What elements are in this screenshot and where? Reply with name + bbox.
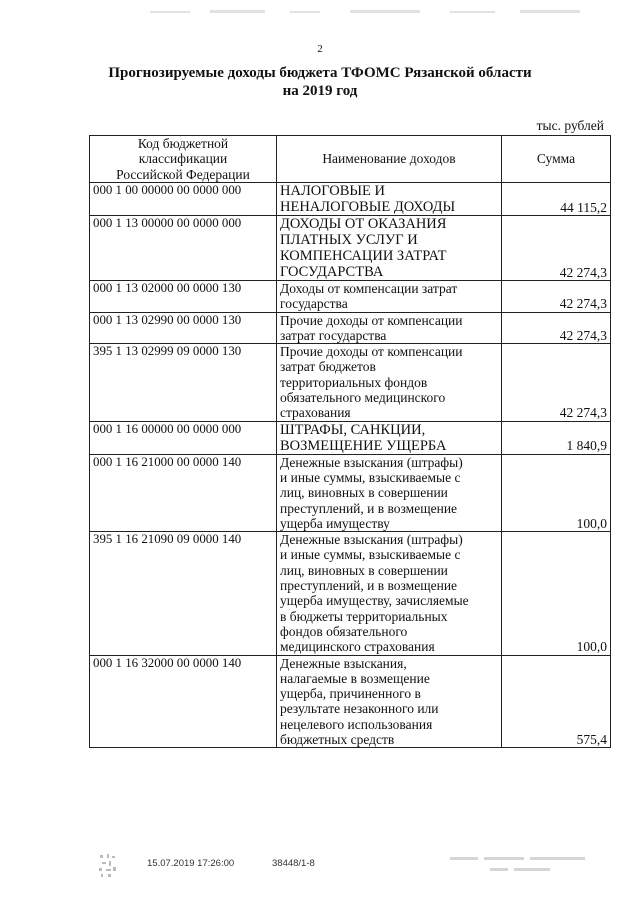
row-name-line: НЕНАЛОГОВЫЕ ДОХОДЫ — [280, 199, 456, 215]
row-name — [277, 532, 502, 655]
row-name-line: ШТРАФЫ, САНКЦИИ, — [280, 421, 426, 438]
code-header-line: Код бюджетной — [137, 136, 229, 151]
row-code: 000 1 13 02990 00 0000 130 — [90, 312, 277, 344]
row-name-line: НАЛОГОВЫЕ И — [280, 183, 386, 199]
row-name-line: затрат государства — [280, 327, 387, 343]
table-row — [90, 281, 611, 313]
row-name-line: ГОСУДАРСТВА — [280, 264, 384, 280]
table-header-row — [90, 136, 611, 183]
row-name-line: страхования — [280, 405, 351, 421]
row-name-line: преступлений, и в возмещение — [280, 500, 458, 516]
row-name-line: ПЛАТНЫХ УСЛУГ И — [280, 232, 418, 248]
row-name-line: ВОЗМЕЩЕНИЕ УЩЕРБА — [280, 437, 447, 454]
row-code: 000 1 16 32000 00 0000 140 — [90, 655, 277, 748]
row-name — [277, 183, 502, 216]
code-header-line: классификации — [138, 151, 228, 167]
row-amount: 575,4 — [502, 655, 611, 748]
row-name-line: нецелевого использования — [280, 716, 433, 732]
row-name-line: Прочие доходы от компенсации — [280, 312, 463, 328]
table-row — [90, 344, 611, 421]
document-title — [0, 64, 640, 100]
row-code: 000 1 00 00000 00 0000 000 — [90, 183, 277, 216]
row-name-line: лиц, виновных в совершении — [280, 485, 448, 501]
row-amount: 42 274,3 — [502, 216, 611, 281]
row-name-line: результате незаконного или — [280, 701, 439, 717]
row-code: 395 1 13 02999 09 0000 130 — [90, 344, 277, 421]
row-name-line: фондов обязательного — [280, 623, 408, 639]
qr-stamp-icon — [98, 853, 118, 879]
row-name-line: Прочие доходы от компенсации — [280, 344, 463, 360]
row-amount: 100,0 — [502, 532, 611, 655]
row-name — [277, 344, 502, 421]
footer-doc-number: 38448/1-8 — [272, 858, 315, 869]
row-name — [277, 655, 502, 748]
title-line-2: на 2019 год — [282, 83, 358, 99]
row-amount: 42 274,3 — [502, 281, 611, 313]
table-row — [90, 421, 611, 454]
row-name-line: бюджетных средств — [280, 732, 395, 748]
row-name-line: в бюджеты территориальных — [280, 608, 448, 624]
row-amount: 42 274,3 — [502, 312, 611, 344]
row-code: 395 1 16 21090 09 0000 140 — [90, 532, 277, 655]
table-body — [90, 183, 611, 748]
row-name-line: преступлений, и в возмещение — [280, 578, 458, 594]
table-row — [90, 216, 611, 281]
table-row — [90, 312, 611, 344]
faint-stamp-text-top — [150, 8, 610, 16]
row-name-line: ДОХОДЫ ОТ ОКАЗАНИЯ — [280, 216, 447, 232]
row-name-line: Денежные взыскания (штрафы) — [280, 454, 463, 470]
row-name-line: ущерба, причиненного в — [280, 686, 421, 702]
row-name-line: КОМПЕНСАЦИИ ЗАТРАТ — [280, 248, 447, 264]
row-name-line: Денежные взыскания, — [280, 655, 407, 671]
code-header-line: Российской Федерации — [116, 166, 250, 182]
row-code: 000 1 16 21000 00 0000 140 — [90, 454, 277, 531]
row-name-line: Доходы от компенсации затрат — [280, 281, 458, 296]
row-name — [277, 281, 502, 313]
row-name — [277, 421, 502, 454]
row-name-line: ущерба имуществу — [280, 515, 390, 531]
row-name-line: обязательного медицинского — [280, 390, 446, 406]
row-name-line: государства — [280, 296, 348, 312]
table-row — [90, 183, 611, 216]
table-row — [90, 532, 611, 655]
row-name — [277, 312, 502, 344]
code-column-header — [90, 136, 277, 183]
row-code: 000 1 13 00000 00 0000 000 — [90, 216, 277, 281]
row-name — [277, 454, 502, 531]
name-column-header: Наименование доходов — [277, 136, 502, 183]
row-amount: 44 115,2 — [502, 183, 611, 216]
row-amount: 1 840,9 — [502, 421, 611, 454]
row-amount: 42 274,3 — [502, 344, 611, 421]
row-name-line: ущерба имуществу, зачисляемые — [280, 593, 469, 609]
units-label: тыс. рублей — [536, 118, 604, 133]
amount-column-header: Сумма — [502, 136, 611, 183]
income-table — [89, 135, 611, 748]
row-name-line: лиц, виновных в совершении — [280, 562, 448, 578]
row-name-line: территориальных фондов — [280, 374, 428, 390]
row-amount: 100,0 — [502, 454, 611, 531]
row-code: 000 1 16 00000 00 0000 000 — [90, 421, 277, 454]
table-row — [90, 454, 611, 531]
table-row — [90, 655, 611, 748]
page-number: 2 — [317, 43, 323, 55]
row-name-line: и иные суммы, взыскиваемые с — [280, 547, 461, 563]
title-line-1: Прогнозируемые доходы бюджета ТФОМС Рязанской области — [108, 65, 532, 81]
row-name-line: налагаемые в возмещение — [280, 670, 430, 686]
row-name-line: медицинского страхования — [280, 639, 435, 655]
row-name-line: и иные суммы, взыскиваемые с — [280, 469, 461, 485]
row-name-line: затрат бюджетов — [280, 359, 376, 375]
faint-stamp-text-bottom — [450, 853, 600, 877]
row-code: 000 1 13 02000 00 0000 130 — [90, 281, 277, 313]
row-name-line: Денежные взыскания (штрафы) — [280, 532, 463, 548]
row-name — [277, 216, 502, 281]
footer-datetime: 15.07.2019 17:26:00 — [147, 858, 235, 869]
